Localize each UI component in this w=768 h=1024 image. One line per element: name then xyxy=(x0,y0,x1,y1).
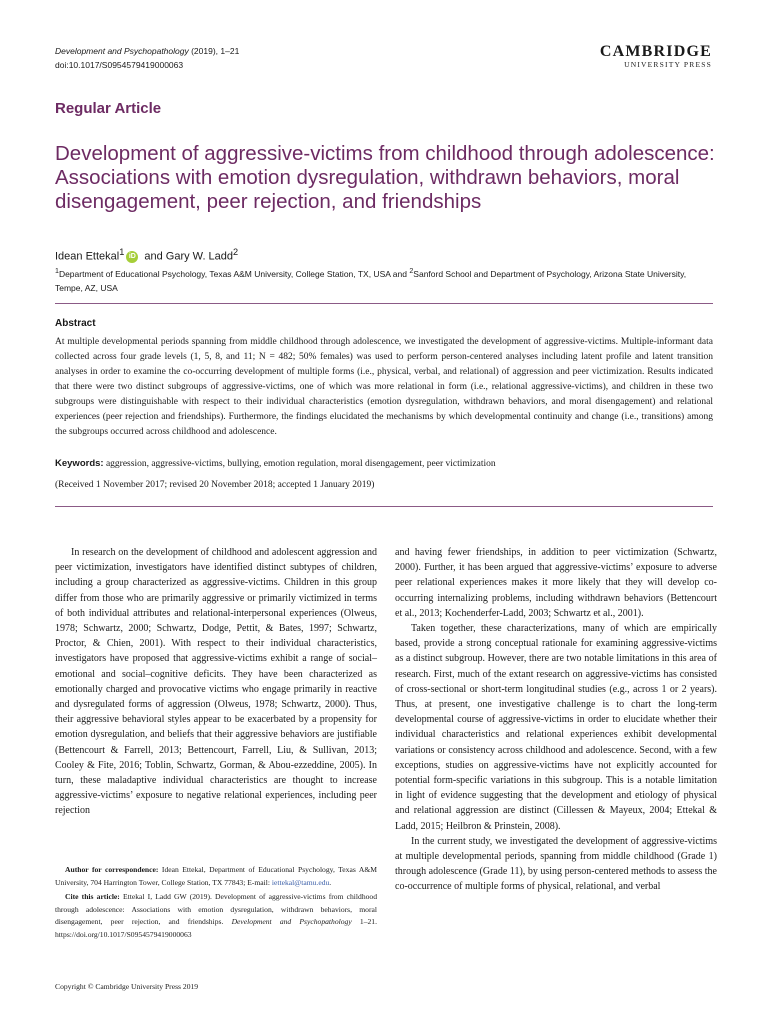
affiliations xyxy=(55,264,715,295)
citation-journal: Development and Psychopathology xyxy=(231,917,352,926)
correspondence-end: . xyxy=(329,877,332,887)
author-line xyxy=(55,247,238,263)
footnotes xyxy=(55,864,377,943)
citation-end: 1–21. https://doi.org/10.1017/S0954579419000063 xyxy=(55,917,377,939)
affiliation-marker: 2 xyxy=(233,247,239,257)
affiliation-text: Sanford School and Department of Psychology, Arizona State University, Tempe, AZ, USA xyxy=(55,268,687,293)
journal-name: Development and Psychopathology xyxy=(55,46,189,56)
divider xyxy=(55,506,713,507)
citation-text: Ettekal I, Ladd GW (2019). Development of aggressive-victims from childhood through adolescence: Associations with emotion dysregulation, withdrawn behaviors, moral disengagement, peer rejection, and friendships. xyxy=(55,892,378,926)
publisher-logo xyxy=(600,44,712,70)
email-link[interactable]: iettekal@tamu.edu xyxy=(271,877,330,887)
journal-year-pages: (2019), 1–21 xyxy=(188,46,240,56)
abstract-heading: Abstract xyxy=(55,318,96,329)
publisher-name: CAMBRIDGE xyxy=(599,43,712,60)
body-paragraph: In research on the development of childhood and adolescent aggression and peer victimization, investigators have identified distinct subtypes of children, including a group characterized as aggressive-victims. Children in this group differ from those who are primarily aggressive or primarily victimized in terms of both individual attributes and relational-interpersonal experiences (Olweus, 1978; Schwartz, 2000; Schwartz, Dodge, Pettit, & Bates, 1997; Schwartz, Proctor, & Chien, 2001). With respect to their individual characteristics, investigators have proposed that aggressive-victims exhibit a range of social–emotional and social–cognitive deficits. They have been characterized as emotionally charged and provocative victims who engage primarily in reactive and dysregulated forms of aggression (Olweus, 1978; Schwartz, 2000). Thus, their aggressive behavioral styles appear to be exacerbated by a propensity for emotion dysregulation, and beliefs that their aggressive behaviors are justifiable (Bettencourt & Farrell, 2013; Bettencourt, Farrell, Liu, & Sullivan, 2013; Cooley & Fite, 2016; Toblin, Schwartz, Gorman, & Abou-ezzeddine, 2005). In turn, these maladaptive individual characteristics are thought to increase aggressive-victims’ exposure to negative relational experiences, including peer rejection xyxy=(55,547,377,817)
affiliation-marker: 1 xyxy=(55,267,59,275)
citation-note xyxy=(55,891,377,941)
orcid-icon[interactable]: iD xyxy=(126,251,138,263)
abstract-body: At multiple developmental periods spanning from middle childhood through adolescence, we investigated the development of aggressive-victims. Multiple-informant data collected across four grade levels (1, 5, 8, and 11; N = 482; 50% females) was used to perform person-centered analyses including latent profile and latent transition analyses in order to examine the co-occurring development of multiple forms (i.e., physical, verbal, and relational) of aggression and peer victimization. Results indicated that there were two distinct subgroups of aggressive-victims, one of which was more relational in form (i.e., relational aggressive-victims), and children in these two subgroups were distinguishable with respect to their individual characteristics (emotion dysregulation, withdrawn behaviors, and moral disengagement) and relational experiences (peer rejection and friendships). Furthermore, the findings elucidated the mechanisms by which developmental continuity and change (i.e., transitions) among the subgroups occurred across childhood and adolescence. xyxy=(55,337,713,437)
doi-text[interactable]: doi:10.1017/S0954579419000063 xyxy=(55,60,184,70)
affiliation-text: Department of Educational Psychology, Texas A&M University, College Station, TX, USA and xyxy=(58,268,410,279)
keywords-line xyxy=(55,457,713,471)
keywords-label: Keywords: xyxy=(55,458,104,469)
received-dates: (Received 1 November 2017; revised 20 November 2018; accepted 1 January 2019) xyxy=(55,480,375,490)
body-column-right xyxy=(395,545,717,895)
divider xyxy=(55,303,713,304)
citation-label: Cite this article: xyxy=(65,892,120,901)
publisher-subname: UNIVERSITY PRESS xyxy=(624,60,712,69)
author-name[interactable]: Gary W. Ladd xyxy=(165,250,234,263)
body-column-left xyxy=(55,545,377,819)
body-paragraph: and having fewer friendships, in addition to peer victimization (Schwartz, 2000). Further, it has been argued that aggressive-victims’ exposure to adverse peer relational experiences makes it more likely that they will develop co-occurring internalizing problems, including withdrawn behaviors (Bettencourt et al., 2013; Kochenderfer-Ladd, 2003; Schwartz et al., 2001). xyxy=(395,547,717,619)
affiliation-marker: 2 xyxy=(409,267,414,275)
body-paragraph: Taken together, these characterizations, many of which are empirically based, provide a strong conceptual rationale for examining aggressive-victims as a distinct subgroup. However, there are two notable limitations in this area of research. First, much of the extant research on aggressive-victims has consisted of cross-sectional or short-term longitudinal studies (e.g., across 1 or 2 years). Thus, at present, one investigative challenge is to chart the long-term developmental course of aggressive-victims in order to elucidate whether their individual characteristics and relational experiences exhibit developmental variations or consistency across childhood and adolescence. Second, with a few exceptions, studies on aggressive-victims have not explicitly accounted for potential form-specific variations in this subgroup. This is a notable limitation in light of evidence suggesting that the development and etiology of physical and relational aggression are distinct (Cillessen & Mayeux, 2004; Ettekal & Ladd, 2015; Heilbron & Prinstein, 2008). xyxy=(395,623,717,832)
correspondence-label: Author for correspondence: xyxy=(65,865,159,874)
correspondence-note xyxy=(55,864,377,889)
author-name[interactable]: Idean Ettekal xyxy=(55,250,120,263)
body-paragraph: In the current study, we investigated the development of aggressive-victims at multiple developmental periods, spanning from middle childhood (Grade 1) through adolescence (Grade 11), by using person-centered methods to assess the co-occurrence of multiple forms of physical, relational, and verbal xyxy=(395,835,717,893)
copyright-notice: Copyright © Cambridge University Press 2019 xyxy=(55,982,199,991)
article-title: Development of aggressive-victims from childhood through adolescence: Associations with emotion dysregulation, withdrawn behaviors, moral disengagement, peer rejection, and friendships xyxy=(55,142,715,213)
keywords-text: aggression, aggressive-victims, bullying, emotion regulation, moral disengagement, peer victimization xyxy=(103,459,496,469)
author-connector: and xyxy=(141,250,166,263)
correspondence-text: Idean Ettekal, Department of Educational Psychology, Texas A&M University, 704 Harrington Tower, College Station, TX 77843; E-mail: xyxy=(55,865,377,887)
journal-citation-line xyxy=(55,44,239,72)
article-type-label: Regular Article xyxy=(55,100,162,117)
affiliation-marker: 1 xyxy=(119,247,125,257)
